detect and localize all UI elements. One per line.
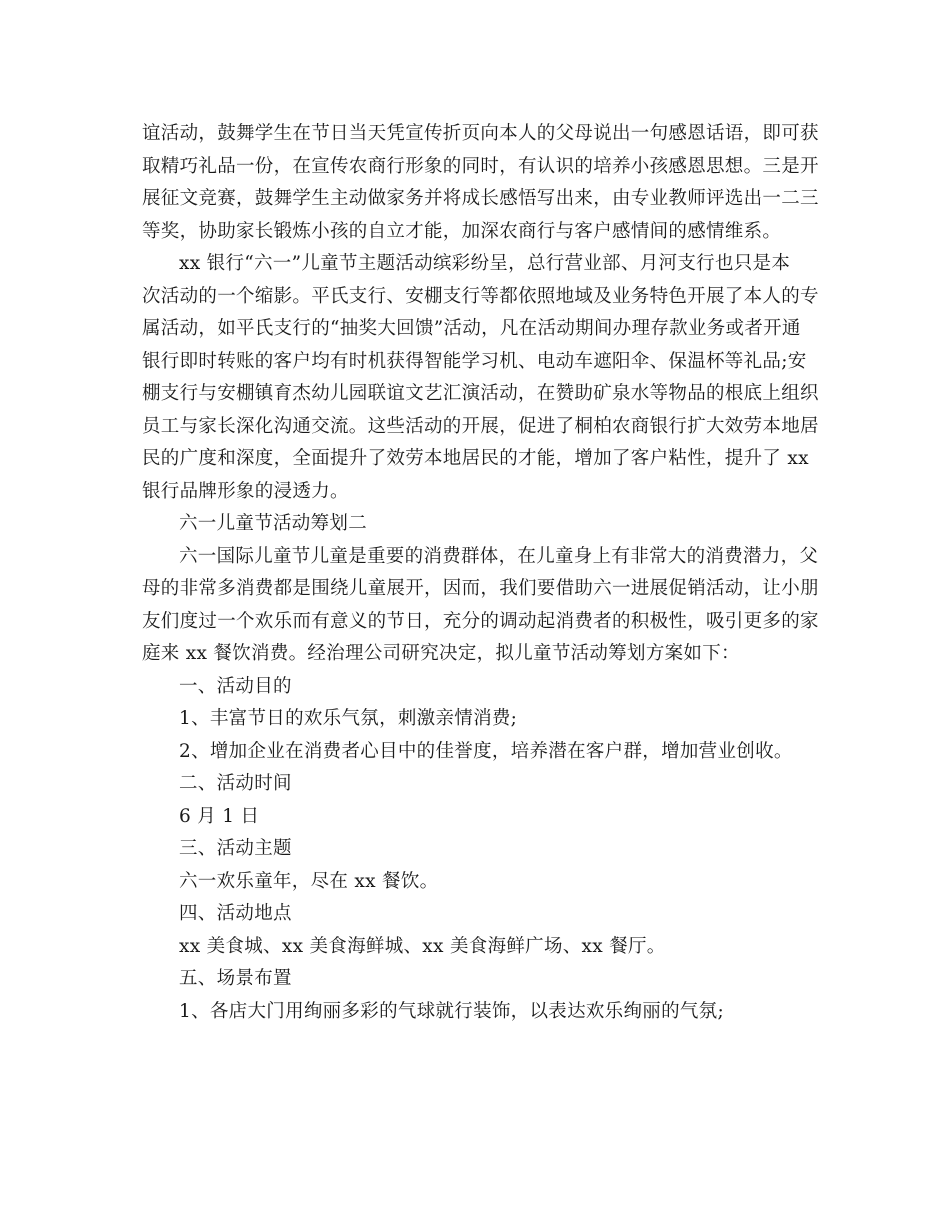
text-line: 母的非常多消费都是围绕儿童展开，因而，我们要借助六一进展促销活动，让小朋 [142,578,819,599]
heading-activity-theme: 三、活动主题 [179,838,292,859]
text-line: 取精巧礼品一份，在宣传农商行形象的同时，有认识的培养小孩感恩思想。三是开 [142,155,819,177]
text-line: 银行即时转账的客户均有时机获得智能学习机、电动车遮阳伞、保温杯等礼品;安 [142,350,807,372]
heading-activity-purpose: 一、活动目的 [179,675,292,697]
activity-date: 6 月 1 日 [179,805,260,827]
list-item: 2、增加企业在消费者心目中的佳誉度，培养潜在客户群，增加营业创收。 [179,740,793,762]
paragraph-bank-summary [142,248,819,508]
text-line: 展征文竞赛，鼓舞学生主动做家务并将成长感悟写出来，由专业教师评选出一二三 [142,188,819,209]
list-item: 1、各店大门用绚丽多彩的气球就行装饰，以表达欢乐绚丽的气氛; [179,1000,725,1022]
activity-theme-text: 六一欢乐童年，尽在 xx 餐饮。 [179,870,439,892]
text-line: 次活动的一个缩影。平氏支行、安棚支行等都依照地域及业务特色开展了本人的专 [142,285,819,307]
text-line: 属活动，如平氏支行的“抽奖大回馈”活动，凡在活动期间办理存款业务或者开通 [142,318,801,339]
text-line: 员工与家长深化沟通交流。这些活动的开展，促进了桐柏农商银行扩大效劳本地居 [142,415,819,437]
text-line: 谊活动，鼓舞学生在节日当天凭宣传折页向本人的父母说出一句感恩话语，即可获 [142,123,819,144]
text-line: 银行品牌形象的浸透力。 [142,480,349,502]
text-line: 友们度过一个欢乐而有意义的节日，充分的调动起消费者的积极性，吸引更多的家 [142,610,819,632]
paragraph-plan-intro [142,541,819,671]
text-line: 庭来 xx 餐饮消费。经治理公司研究决定，拟儿童节活动筹划方案如下： [142,643,740,664]
section-title-plan-two: 六一儿童节活动筹划二 [179,513,368,534]
activity-location-text: xx 美食城、xx 美食海鲜城、xx 美食海鲜广场、xx 餐厅。 [179,935,666,957]
heading-activity-time: 二、活动时间 [179,773,292,794]
text-line: 民的广度和深度，全面提升了效劳本地居民的才能，增加了客户粘性，提升了 xx [142,448,809,469]
paragraph-activity-end [142,118,819,248]
text-line: 等奖，协助家长锻炼小孩的自立才能，加深农商行与客户感情间的感情维系。 [142,220,782,242]
heading-activity-location: 四、活动地点 [179,903,292,924]
text-line: 棚支行与安棚镇育杰幼儿园联谊文艺汇演活动，在赞助矿泉水等物品的根底上组织 [142,383,819,404]
text-line: xx 银行“六一”儿童节主题活动缤彩纷呈，总行营业部、月河支行也只是本 [179,253,791,274]
heading-scene-layout: 五、场景布置 [179,968,292,989]
list-item: 1、丰富节日的欢乐气氛，刺激亲情消费; [179,708,518,729]
document-body [142,118,819,1028]
text-line: 六一国际儿童节儿童是重要的消费群体，在儿童身上有非常大的消费潜力，父 [179,545,819,567]
